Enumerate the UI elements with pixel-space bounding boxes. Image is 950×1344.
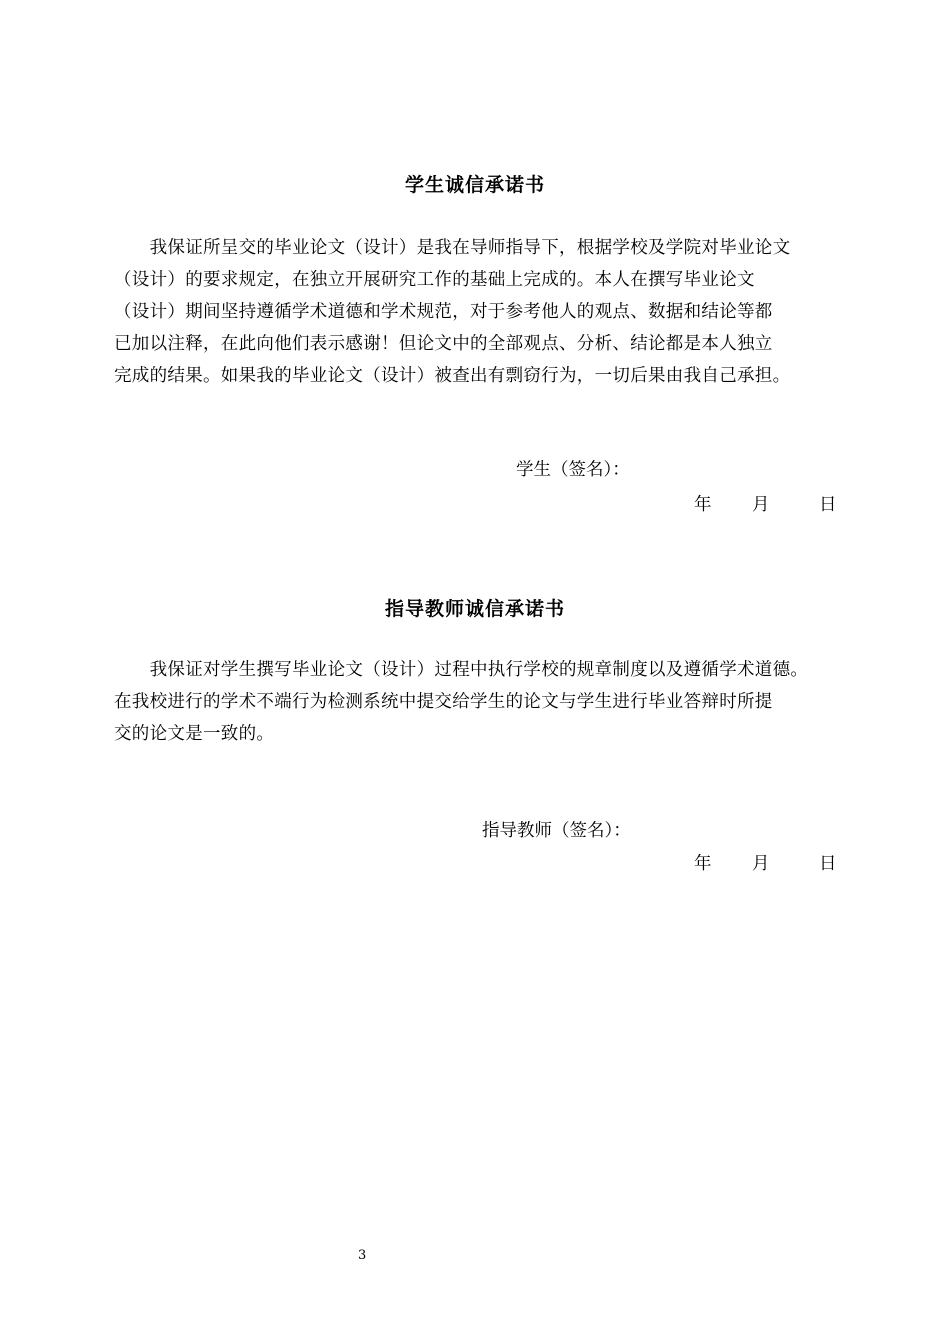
student-pledge-line: 已加以注释，在此向他们表示感谢！但论文中的全部观点、分析、结论都是本人独立 [114,334,773,354]
student-pledge-line: （设计）的要求规定，在独立开展研究工作的基础上完成的。本人在撰写毕业论文 [114,270,755,290]
student-date-day: 日 [819,495,837,515]
teacher-signature-label: 指导教师（签名）： [482,821,631,841]
student-pledge-title: 学生诚信承诺书 [404,174,545,196]
student-date-month: 月 [752,495,770,515]
teacher-date-day: 日 [819,854,837,874]
teacher-date-month: 月 [752,854,770,874]
student-signature-label: 学生（签名）： [516,460,630,480]
teacher-pledge-line: 交的论文是一致的。 [114,724,275,744]
teacher-pledge-line: 在我校进行的学术不端行为检测系统中提交给学生的论文与学生进行毕业答辩时所提 [114,692,773,712]
student-date-year: 年 [694,495,712,515]
teacher-pledge-line: 我保证对学生撰写毕业论文（设计）过程中执行学校的规章制度以及遵循学术道德。 [114,660,809,680]
page-number: 3 [358,1248,367,1263]
student-pledge-line: 我保证所呈交的毕业论文（设计）是我在导师指导下，根据学校及学院对毕业论文 [114,238,791,258]
teacher-date-year: 年 [694,854,712,874]
student-pledge-line: （设计）期间坚持遵循学术道德和学术规范，对于参考他人的观点、数据和结论等都 [114,302,773,322]
teacher-pledge-title: 指导教师诚信承诺书 [384,598,565,620]
student-pledge-line: 完成的结果。如果我的毕业论文（设计）被查出有剽窃行为，一切后果由我自己承担。 [114,366,791,386]
